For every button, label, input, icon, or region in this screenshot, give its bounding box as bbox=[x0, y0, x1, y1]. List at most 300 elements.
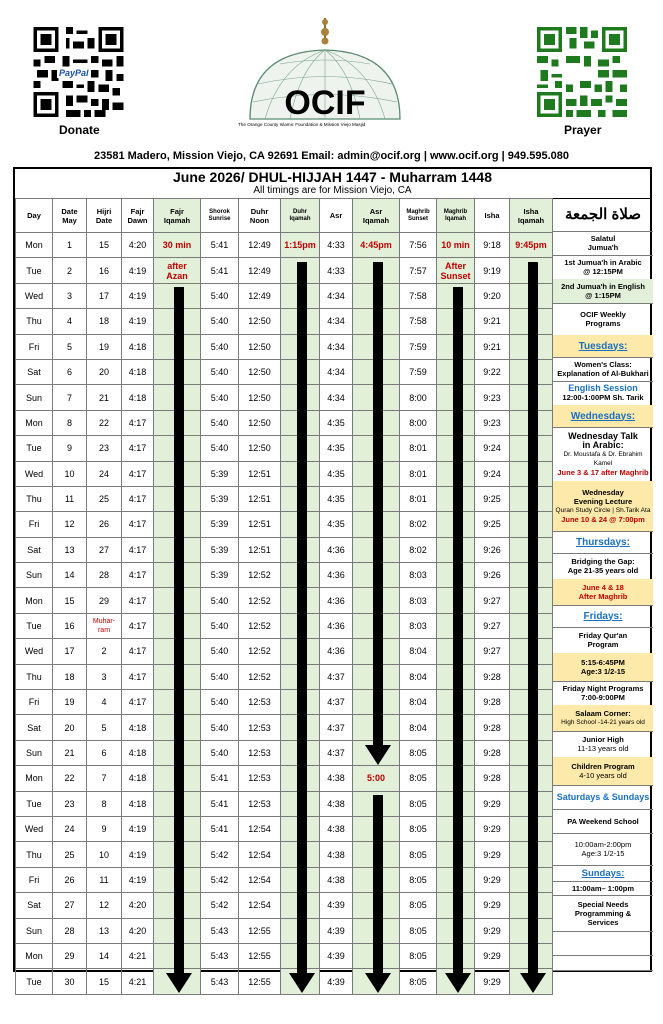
table-cell: 5:40 bbox=[201, 436, 239, 461]
table-cell: 12:49 bbox=[239, 283, 281, 308]
table-cell: 18 bbox=[87, 309, 122, 334]
table-cell: 5:41 bbox=[201, 258, 239, 283]
table-cell: 6 bbox=[87, 740, 122, 765]
column-header bbox=[353, 199, 400, 233]
iqamah-time: after Azan bbox=[154, 258, 201, 283]
table-cell: 4:34 bbox=[320, 283, 353, 308]
logo-tagline: The Orange County Islamic Foundation & Mission Viejo Masjid bbox=[238, 122, 366, 127]
table-cell: 4:39 bbox=[320, 893, 353, 918]
table-cell: 23 bbox=[87, 436, 122, 461]
table-cell: 4:35 bbox=[320, 512, 353, 537]
table-cell: 4:18 bbox=[122, 766, 154, 791]
table-cell: 9:28 bbox=[475, 766, 510, 791]
table-cell: Sun bbox=[16, 918, 53, 943]
table-cell: 7:58 bbox=[400, 283, 437, 308]
table-row bbox=[16, 816, 553, 841]
table-cell: 5:40 bbox=[201, 639, 239, 664]
friday-quran bbox=[552, 627, 653, 654]
table-cell: 4:36 bbox=[320, 613, 353, 638]
table-cell: 4:17 bbox=[122, 436, 154, 461]
table-row bbox=[16, 842, 553, 867]
table-cell: 1 bbox=[53, 233, 87, 258]
paypal-logo: PayPal bbox=[59, 68, 89, 78]
sundays-heading bbox=[552, 865, 653, 882]
table-cell: 4:34 bbox=[320, 309, 353, 334]
table-cell: 4:18 bbox=[122, 359, 154, 384]
column-header-line: Date bbox=[61, 206, 78, 216]
column-header bbox=[281, 199, 320, 233]
table-cell: 3 bbox=[53, 283, 87, 308]
table-cell: 9 bbox=[87, 816, 122, 841]
table-cell: 4:19 bbox=[122, 283, 154, 308]
salatul-jumuah-text: Salatul Jumua'h bbox=[587, 234, 619, 252]
junior-high-text: 11-13 years old bbox=[577, 744, 629, 753]
sundays-time bbox=[552, 881, 653, 896]
table-cell: 4:18 bbox=[122, 740, 154, 765]
table-row bbox=[16, 969, 553, 994]
saturdays-sundays-text: Saturdays & Sundays bbox=[556, 791, 650, 802]
table-cell: 21 bbox=[87, 385, 122, 410]
column-header bbox=[437, 199, 475, 233]
table-cell: 12:52 bbox=[239, 613, 281, 638]
tuesdays-heading-text: Tuesdays: bbox=[578, 340, 628, 352]
table-cell: 13 bbox=[87, 918, 122, 943]
junior-high-text: Junior High bbox=[582, 735, 624, 744]
table-cell: 5:42 bbox=[201, 842, 239, 867]
table-cell: 15 bbox=[87, 233, 122, 258]
bridging-dates-text: June 4 & 18 After Maghrib bbox=[578, 583, 628, 601]
table-cell: 8:03 bbox=[400, 613, 437, 638]
table-cell: 4:37 bbox=[320, 740, 353, 765]
table-cell: 7:56 bbox=[400, 233, 437, 258]
table-cell: 15 bbox=[87, 969, 122, 994]
table-cell: 4:17 bbox=[122, 512, 154, 537]
table-cell: 12:52 bbox=[239, 639, 281, 664]
iqamah-time: 4:45pm bbox=[353, 233, 400, 258]
table-cell: 4:18 bbox=[122, 791, 154, 816]
wednesdays-heading bbox=[552, 405, 653, 428]
table-cell: Sun bbox=[16, 385, 53, 410]
table-cell: 9:25 bbox=[475, 486, 510, 511]
table-cell: 4:17 bbox=[122, 461, 154, 486]
jumuah-arabic-title bbox=[552, 198, 653, 232]
column-header-line: Date bbox=[95, 215, 113, 225]
table-cell: 12:54 bbox=[239, 816, 281, 841]
salatul-jumuah bbox=[552, 231, 653, 256]
table-row bbox=[16, 436, 553, 461]
thursdays-heading-text: Thursdays: bbox=[576, 536, 630, 548]
table-cell: 7:58 bbox=[400, 309, 437, 334]
column-header-line: Iqamah bbox=[163, 215, 191, 225]
wednesday-talk-text: Wednesday Talk in Arabic: bbox=[568, 430, 638, 450]
table-cell: 4:35 bbox=[320, 461, 353, 486]
table-cell: 9:18 bbox=[475, 233, 510, 258]
column-header bbox=[239, 199, 281, 233]
table-cell: 4:35 bbox=[320, 486, 353, 511]
table-cell: Thu bbox=[16, 842, 53, 867]
table-cell: 5:40 bbox=[201, 283, 239, 308]
table-cell: Tue bbox=[16, 436, 53, 461]
table-cell: 4:36 bbox=[320, 588, 353, 613]
table-cell: Tue bbox=[16, 969, 53, 994]
table-cell: 4:34 bbox=[320, 334, 353, 359]
column-header-line: Sunset bbox=[407, 215, 428, 222]
table-row bbox=[16, 943, 553, 968]
table-cell: 5:39 bbox=[201, 461, 239, 486]
table-cell: 8:01 bbox=[400, 436, 437, 461]
table-cell: 5:40 bbox=[201, 740, 239, 765]
table-cell: 8:05 bbox=[400, 766, 437, 791]
table-cell: 24 bbox=[87, 461, 122, 486]
table-cell: 9:19 bbox=[475, 258, 510, 283]
table-cell: 4:34 bbox=[320, 385, 353, 410]
table-cell: 9:29 bbox=[475, 943, 510, 968]
table-cell: 5:40 bbox=[201, 309, 239, 334]
saturdays-sundays bbox=[552, 785, 653, 810]
table-cell: Wed bbox=[16, 461, 53, 486]
table-cell: 5:42 bbox=[201, 893, 239, 918]
table-cell: 9:29 bbox=[475, 816, 510, 841]
table-cell: 2 bbox=[53, 258, 87, 283]
table-cell: 4:33 bbox=[320, 258, 353, 283]
table-cell: 8:05 bbox=[400, 969, 437, 994]
table-cell: 12:50 bbox=[239, 410, 281, 435]
table-cell: 4:38 bbox=[320, 867, 353, 892]
column-header-line: Maghrib bbox=[406, 208, 430, 215]
table-cell: 4:33 bbox=[320, 233, 353, 258]
table-cell: 8 bbox=[53, 410, 87, 435]
table-cell: 12:50 bbox=[239, 334, 281, 359]
table-cell: Mon bbox=[16, 943, 53, 968]
table-cell: 12:52 bbox=[239, 563, 281, 588]
column-header bbox=[16, 199, 53, 233]
empty-block bbox=[552, 931, 653, 956]
first-jumuah bbox=[552, 255, 653, 280]
table-cell: 5:40 bbox=[201, 334, 239, 359]
table-cell: 9:28 bbox=[475, 740, 510, 765]
table-cell: 4:17 bbox=[122, 410, 154, 435]
table-cell: 5:40 bbox=[201, 715, 239, 740]
table-cell: 12:53 bbox=[239, 715, 281, 740]
table-cell: 5:40 bbox=[201, 664, 239, 689]
friday-night-text: Friday Night Programs 7:00-9:00PM bbox=[562, 684, 644, 702]
table-cell: Sun bbox=[16, 740, 53, 765]
table-cell: 27 bbox=[87, 537, 122, 562]
table-cell: 4:19 bbox=[122, 867, 154, 892]
table-cell: 8:03 bbox=[400, 588, 437, 613]
table-cell: 12:50 bbox=[239, 436, 281, 461]
table-cell: 8:04 bbox=[400, 639, 437, 664]
table-cell: 12:54 bbox=[239, 842, 281, 867]
table-cell: 4:19 bbox=[122, 309, 154, 334]
donate-label: Donate bbox=[59, 123, 100, 137]
table-cell: 20 bbox=[87, 359, 122, 384]
column-header-line: Fajr bbox=[130, 206, 145, 216]
table-cell: 9:29 bbox=[475, 893, 510, 918]
bridging-the-gap-text: Bridging the Gap: Age 21-35 years old bbox=[567, 557, 639, 575]
prayer-times-table bbox=[15, 198, 553, 995]
sundays-heading-text: Sundays: bbox=[581, 867, 625, 879]
table-cell: 17 bbox=[87, 283, 122, 308]
table-cell: 8:01 bbox=[400, 486, 437, 511]
table-row bbox=[16, 588, 553, 613]
table-cell: 8:05 bbox=[400, 867, 437, 892]
table-cell: Wed bbox=[16, 283, 53, 308]
table-cell: 12 bbox=[87, 893, 122, 918]
table-cell: 26 bbox=[87, 512, 122, 537]
table-cell: 4:17 bbox=[122, 664, 154, 689]
special-needs-text: Special Needs Programming & Services bbox=[574, 899, 632, 927]
table-cell: 12:50 bbox=[239, 309, 281, 334]
table-cell: 10 bbox=[53, 461, 87, 486]
womens-class bbox=[552, 357, 653, 382]
table-cell: 4:17 bbox=[122, 588, 154, 613]
empty-block bbox=[552, 955, 653, 971]
column-header-line: Hijri bbox=[96, 206, 112, 216]
table-cell: Sat bbox=[16, 537, 53, 562]
wednesday-talk bbox=[552, 427, 653, 482]
table-cell: 9:26 bbox=[475, 537, 510, 562]
column-header bbox=[122, 199, 154, 233]
table-cell: 12:51 bbox=[239, 486, 281, 511]
table-cell: 12:49 bbox=[239, 258, 281, 283]
table-cell: 25 bbox=[87, 486, 122, 511]
column-header-line: Fajr bbox=[170, 206, 184, 216]
table-cell: 9:27 bbox=[475, 613, 510, 638]
table-cell: 4:20 bbox=[122, 233, 154, 258]
column-header-line: Asr bbox=[329, 211, 343, 220]
table-row bbox=[16, 258, 553, 283]
table-cell: 8:04 bbox=[400, 664, 437, 689]
bridging-the-gap bbox=[552, 553, 653, 580]
asr-iqamah-arrow-2 bbox=[366, 795, 390, 993]
table-cell: 3 bbox=[87, 664, 122, 689]
table-cell: 9:27 bbox=[475, 639, 510, 664]
table-cell: Mon bbox=[16, 766, 53, 791]
column-header-line: Iqamah bbox=[517, 215, 545, 225]
table-cell: 12:54 bbox=[239, 867, 281, 892]
table-cell: 23 bbox=[53, 791, 87, 816]
table-cell: 8:05 bbox=[400, 740, 437, 765]
table-cell: Tue bbox=[16, 791, 53, 816]
prayer-label: Prayer bbox=[564, 123, 602, 137]
table-cell: Muhar- ram bbox=[87, 613, 122, 638]
table-cell: 8:05 bbox=[400, 943, 437, 968]
table-cell: 4:17 bbox=[122, 639, 154, 664]
table-row bbox=[16, 867, 553, 892]
table-cell: 12:52 bbox=[239, 588, 281, 613]
table-cell: 25 bbox=[53, 842, 87, 867]
address-line: 23581 Madero, Mission Viejo, CA 92691 Email: admin@ocif.org | www.ocif.org | 949.595.080 bbox=[94, 150, 569, 162]
table-cell: 14 bbox=[53, 563, 87, 588]
table-cell: 30 bbox=[53, 969, 87, 994]
jumuah-programs-panel bbox=[552, 169, 654, 974]
table-row bbox=[16, 639, 553, 664]
table-row bbox=[16, 664, 553, 689]
table-cell: 5:40 bbox=[201, 690, 239, 715]
column-header-line: Shorok bbox=[209, 208, 230, 215]
iqamah-time: 10 min bbox=[437, 233, 475, 258]
table-cell: 12:55 bbox=[239, 969, 281, 994]
table-cell: 8:02 bbox=[400, 512, 437, 537]
table-cell: 4:18 bbox=[122, 334, 154, 359]
table-cell: 8:05 bbox=[400, 791, 437, 816]
table-cell: Fri bbox=[16, 690, 53, 715]
table-cell: 29 bbox=[53, 943, 87, 968]
table-cell: 4:37 bbox=[320, 664, 353, 689]
table-row bbox=[16, 563, 553, 588]
table-cell: 9:28 bbox=[475, 664, 510, 689]
table-cell: 12:54 bbox=[239, 893, 281, 918]
table-cell: 22 bbox=[87, 410, 122, 435]
junior-high bbox=[552, 731, 653, 758]
table-cell: 15 bbox=[53, 588, 87, 613]
table-cell: 5:41 bbox=[201, 816, 239, 841]
column-header bbox=[154, 199, 201, 233]
pa-weekend-school-text: PA Weekend School bbox=[567, 816, 639, 826]
fajr-iqamah-arrow bbox=[167, 287, 191, 993]
table-cell: 13 bbox=[53, 537, 87, 562]
wednesday-lecture-text: Quran Study Circle | Sh.Tarik Ata bbox=[555, 507, 651, 514]
table-cell: 11 bbox=[87, 867, 122, 892]
column-header bbox=[475, 199, 510, 233]
table-cell: 29 bbox=[87, 588, 122, 613]
table-cell: 5:40 bbox=[201, 359, 239, 384]
first-jumuah-text: 1st Jumua'h in Arabic @ 12:15PM bbox=[564, 258, 642, 276]
table-cell: 9:25 bbox=[475, 512, 510, 537]
column-header-line: May bbox=[62, 215, 77, 225]
table-cell: 12:53 bbox=[239, 740, 281, 765]
column-header-line: Isha bbox=[484, 211, 500, 220]
table-cell: Sat bbox=[16, 715, 53, 740]
children-program-text: Children Program bbox=[571, 762, 635, 771]
table-cell: 4:18 bbox=[122, 715, 154, 740]
column-header-line: Isha bbox=[523, 206, 539, 216]
table-cell: Thu bbox=[16, 664, 53, 689]
iqamah-time: 1:15pm bbox=[281, 233, 320, 258]
table-row bbox=[16, 410, 553, 435]
table-cell: 4:21 bbox=[122, 969, 154, 994]
friday-quran-text: Friday Qur'an Program bbox=[578, 631, 628, 649]
table-cell: 12:51 bbox=[239, 537, 281, 562]
table-cell: 8:00 bbox=[400, 410, 437, 435]
table-cell: 5:41 bbox=[201, 766, 239, 791]
wednesday-lecture-text: June 10 & 24 @ 7:00pm bbox=[561, 515, 645, 524]
children-program bbox=[552, 757, 653, 786]
table-cell: 5:39 bbox=[201, 537, 239, 562]
table-cell: 9:29 bbox=[475, 918, 510, 943]
salaam-corner-text: High School -14-21 years old bbox=[561, 719, 645, 726]
table-cell: 5:43 bbox=[201, 943, 239, 968]
table-row bbox=[16, 283, 553, 308]
column-header-line: Iqamah bbox=[289, 215, 311, 222]
table-cell: 4:39 bbox=[320, 918, 353, 943]
table-header-row bbox=[16, 199, 553, 233]
table-row bbox=[16, 918, 553, 943]
iqamah-time: 5:00 bbox=[353, 766, 400, 791]
table-cell: 5:43 bbox=[201, 969, 239, 994]
table-cell: 4:37 bbox=[320, 690, 353, 715]
table-cell: 12:50 bbox=[239, 359, 281, 384]
table-cell: 9:24 bbox=[475, 436, 510, 461]
column-header-line: Asr bbox=[369, 206, 383, 216]
column-header bbox=[53, 199, 87, 233]
table-cell: 5 bbox=[53, 334, 87, 359]
prayer-qr-code[interactable] bbox=[536, 27, 628, 117]
children-program-text: 4-10 years old bbox=[579, 771, 627, 780]
table-cell: 4:21 bbox=[122, 943, 154, 968]
table-cell: 4:37 bbox=[320, 715, 353, 740]
salaam-corner bbox=[552, 705, 653, 732]
table-cell: 9:21 bbox=[475, 334, 510, 359]
ocif-logo bbox=[240, 14, 410, 134]
wednesday-lecture bbox=[552, 481, 653, 532]
table-cell: 4:17 bbox=[122, 613, 154, 638]
weekly-programs-text: OCIF Weekly Programs bbox=[580, 310, 626, 328]
friday-night bbox=[552, 681, 653, 706]
table-cell: 9:23 bbox=[475, 410, 510, 435]
table-cell: Tue bbox=[16, 258, 53, 283]
table-cell: Thu bbox=[16, 486, 53, 511]
table-row bbox=[16, 512, 553, 537]
table-cell: 9:24 bbox=[475, 461, 510, 486]
table-cell: 5:40 bbox=[201, 410, 239, 435]
table-cell: 4:38 bbox=[320, 791, 353, 816]
table-cell: Sat bbox=[16, 893, 53, 918]
duhr-iqamah-arrow bbox=[290, 262, 314, 993]
table-cell: 8:03 bbox=[400, 563, 437, 588]
table-row bbox=[16, 791, 553, 816]
table-cell: 8:04 bbox=[400, 690, 437, 715]
table-cell: 4:19 bbox=[122, 816, 154, 841]
pa-weekend-time-text: 10:00am-2:00pm Age:3 1/2-15 bbox=[574, 840, 632, 858]
table-cell: Mon bbox=[16, 410, 53, 435]
table-cell: 9:26 bbox=[475, 563, 510, 588]
calendar-subtitle: All timings are for Mission Viejo, CA bbox=[253, 185, 412, 196]
table-row bbox=[16, 233, 553, 258]
table-cell: 14 bbox=[87, 943, 122, 968]
iqamah-time: 9:45pm bbox=[510, 233, 553, 258]
table-cell: 4:38 bbox=[320, 816, 353, 841]
table-row bbox=[16, 613, 553, 638]
wednesday-talk-text: Dr. Moustafa & Dr. Ebrahim Kamel bbox=[563, 450, 643, 467]
table-cell: 12:55 bbox=[239, 943, 281, 968]
table-row bbox=[16, 690, 553, 715]
weekly-programs bbox=[552, 303, 653, 336]
table-cell: 4:17 bbox=[122, 690, 154, 715]
column-header bbox=[510, 199, 553, 233]
table-cell: 4:20 bbox=[122, 918, 154, 943]
table-cell: 5:40 bbox=[201, 613, 239, 638]
table-cell: 12:51 bbox=[239, 461, 281, 486]
tuesdays-heading bbox=[552, 335, 653, 358]
table-cell: 5:39 bbox=[201, 512, 239, 537]
iqamah-time: 30 min bbox=[154, 233, 201, 258]
table-cell: 12:55 bbox=[239, 918, 281, 943]
maghrib-iqamah-arrow bbox=[446, 287, 470, 993]
table-cell: 5 bbox=[87, 715, 122, 740]
table-cell: 12:53 bbox=[239, 690, 281, 715]
table-cell: 5:39 bbox=[201, 563, 239, 588]
table-cell: 4:39 bbox=[320, 969, 353, 994]
table-cell: 24 bbox=[53, 816, 87, 841]
table-cell: 28 bbox=[53, 918, 87, 943]
table-cell: 4:39 bbox=[320, 943, 353, 968]
column-header-line: Duhr bbox=[250, 206, 269, 216]
table-cell: 20 bbox=[53, 715, 87, 740]
table-cell: 8:05 bbox=[400, 918, 437, 943]
table-cell: 8:04 bbox=[400, 715, 437, 740]
